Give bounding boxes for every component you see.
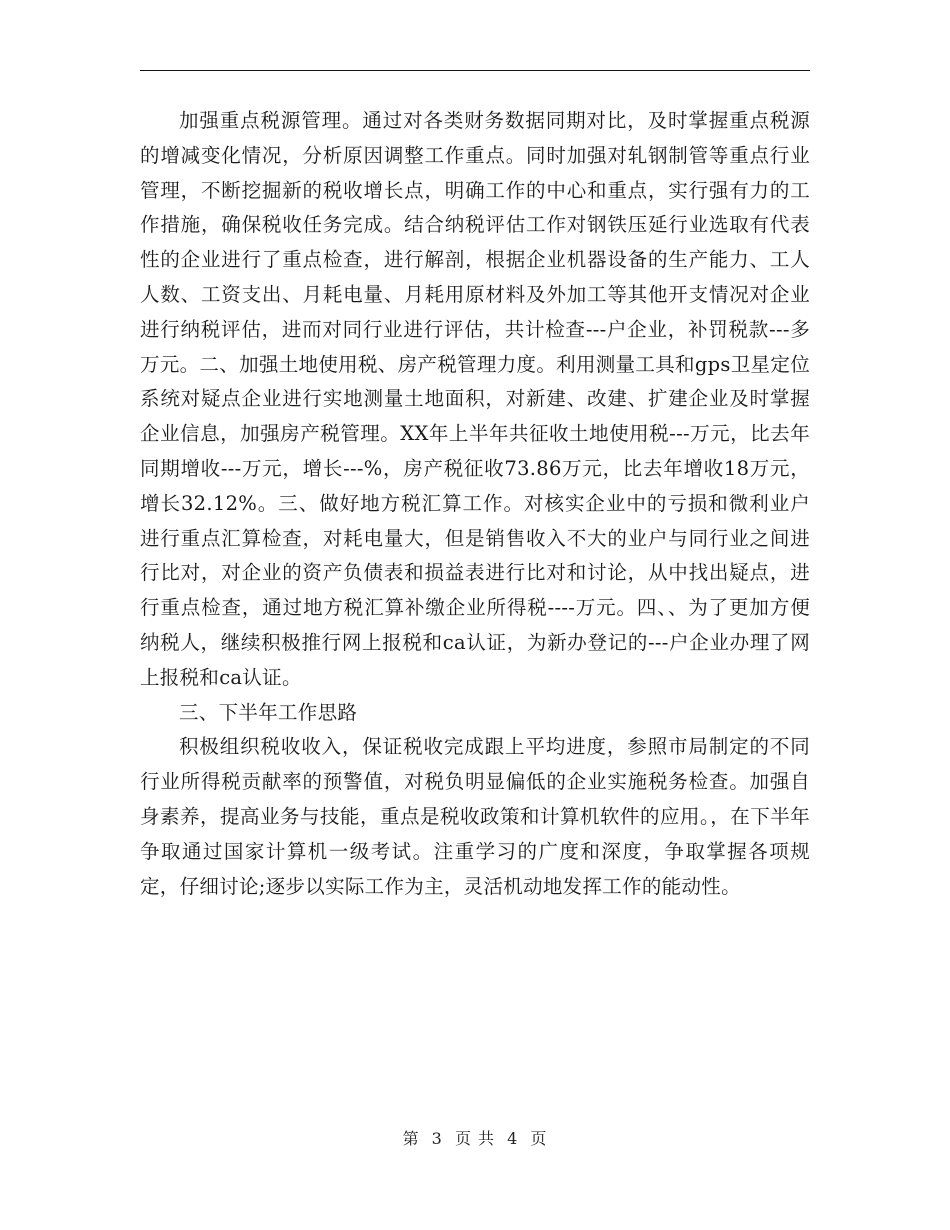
body-paragraph-2: 积极组织税收收入，保证税收完成跟上平均进度，参照市局制定的不同行业所得税贡献率的预警值，对税负明显偏低的企业实施税务检查。加强自身素养，提高业务与技能，重点是税收政策和计算机软件的应用。，在下半年争取通过国家计算机一级考试。注重学习的广度和深度，争取掌握各项规定，仔细讨论;逐步以实际工作为主，灵活机动地发挥工作的能动性。 <box>140 735 810 898</box>
section-heading: 三、下半年工作思路 <box>179 700 358 724</box>
total-pages-number: 4 <box>507 1129 519 1148</box>
current-page-number: 3 <box>431 1129 443 1148</box>
page-label-prefix: 第 <box>402 1129 420 1148</box>
header-rule <box>140 70 810 71</box>
page-footer <box>0 1126 950 1149</box>
body-paragraph-1: 加强重点税源管理。通过对各类财务数据同期对比，及时掌握重点税源的增减变化情况，分析原因调整工作重点。同时加强对轧钢制管等重点行业管理，不断挖掘新的税收增长点，明确工作的中心和重点，实行强有力的工作措施，确保税收任务完成。结合纳税评估工作对钢铁压延行业选取有代表性的企业进行了重点检查，进行解剖，根据企业机器设备的生产能力、工人人数、工资支出、月耗电量、月耗用原材料及外加工等其他开支情况对企业进行纳税评估，进而对同行业进行评估，共计检查---户企业，补罚税款---多万元。二、加强土地使用税、房产税管理力度。利用测量工具和gps卫星定位系统对疑点企业进行实地测量土地面积，对新建、改建、扩建企业及时掌握企业信息，加强房产税管理。XX年上半年共征收土地使用税---万元，比去年同期增收---万元，增长---%，房产税征收73.86万元，比去年增收18万元，增长32.12%。三、做好地方税汇算工作。对核实企业中的亏损和微利业户进行重点汇算检查，对耗电量大，但是销售收入不大的业户与同行业之间进行比对，对企业的资产负债表和损益表进行比对和讨论，从中找出疑点，进行重点检查，通过地方税汇算补缴企业所得税----万元。四、、为了更加方便纳税人，继续积极推行网上报税和ca认证，为新办登记的---户企业办理了网上报税和ca认证。 <box>140 109 810 689</box>
document-body <box>140 104 810 904</box>
page-label-middle: 页 共 <box>454 1129 496 1148</box>
page-label-suffix: 页 <box>530 1129 548 1148</box>
